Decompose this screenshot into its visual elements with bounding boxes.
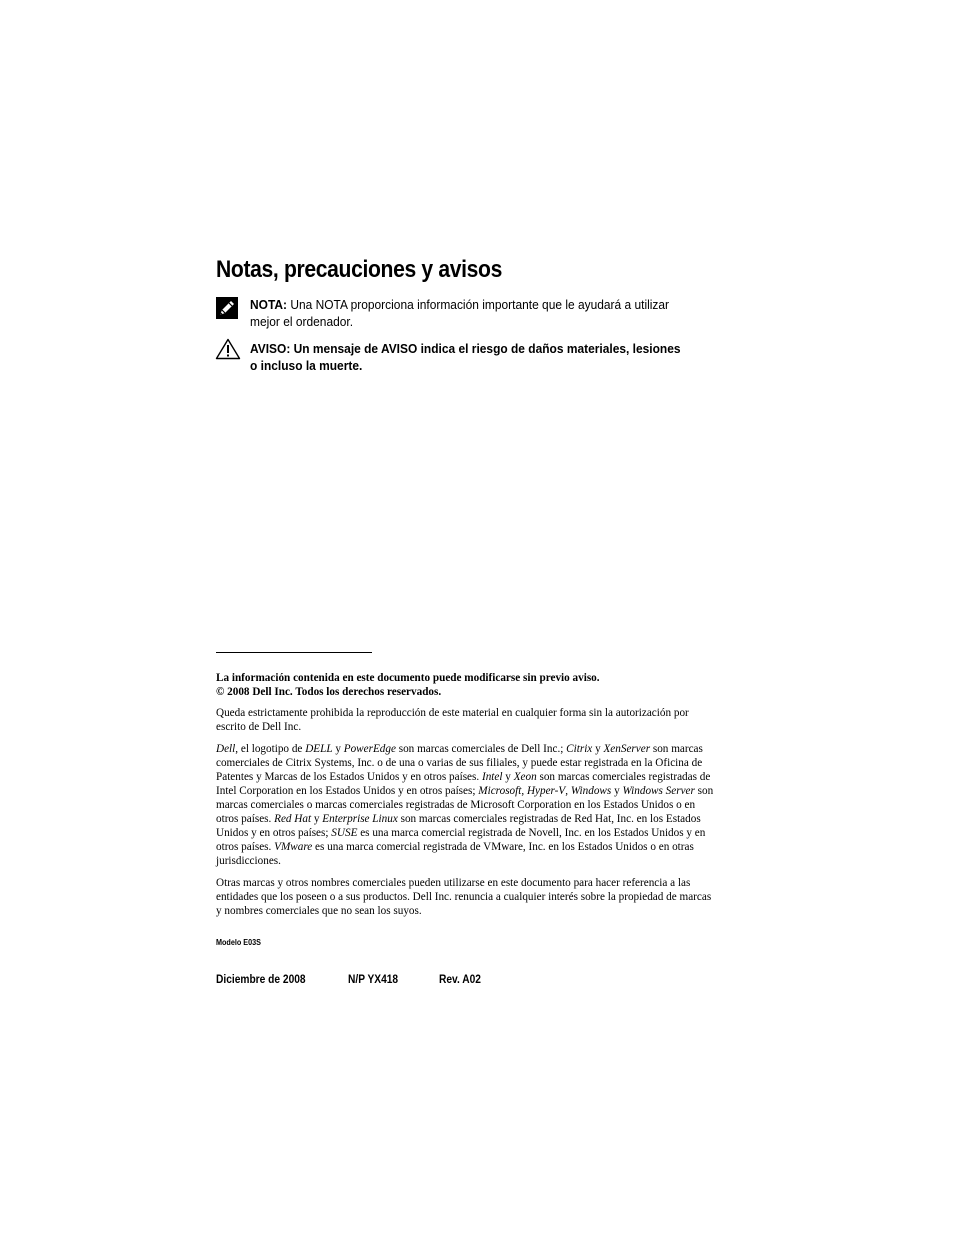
reproduction-text: Queda estrictamente prohibida la reproducción de este material en cualquier forma sin la autorización por escrito de Dell Inc.	[216, 707, 689, 733]
trademark-text-run: ,	[565, 785, 571, 797]
trademark-name: Intel	[481, 771, 503, 783]
trademark-name: Windows Server	[622, 785, 695, 797]
note-notice	[216, 296, 716, 336]
reproduction-notice	[216, 706, 716, 734]
trademark-text-run: son marcas comerciales o marcas comerciales registradas de Microsoft Corporation en los Estados Unidos o en otros países.	[216, 785, 714, 825]
trademark-name: Xeon	[513, 771, 537, 783]
footer-date: Diciembre de 2008	[216, 972, 306, 986]
trademark-text-run: son marcas comerciales registradas de Intel Corporation en los Estados Unidos y en otros países;	[216, 771, 711, 797]
trademark-name: Microsoft	[478, 785, 522, 797]
trademark-name: Dell	[216, 743, 236, 755]
trademark-text-run: son marcas comerciales de Citrix Systems, Inc. o de una o varias de sus filiales, y puede estar registrada en la Oficina de Patentes y Marcas de los Estados Unidos y en otros países.	[216, 743, 703, 783]
copyright-line: © 2008 Dell Inc. Todos los derechos reservados.	[216, 686, 442, 698]
warning-triangle-icon	[215, 338, 241, 360]
trademarks-text	[216, 742, 716, 868]
warning-notice	[216, 340, 716, 380]
trademark-name: Red Hat	[274, 813, 312, 825]
page-title: Notas, precauciones y avisos	[216, 256, 502, 283]
trademark-name: PowerEdge	[343, 743, 396, 755]
trademarks-paragraph	[216, 742, 716, 868]
warning-text-line1: Un mensaje de AVISO indica el riesgo de daños materiales, lesiones	[293, 341, 681, 356]
legal-notice-bold	[216, 671, 716, 699]
other-marks-paragraph	[216, 876, 716, 918]
trademark-text-run: son marcas comerciales de Dell Inc.;	[395, 743, 567, 755]
trademark-text-run: y	[502, 771, 514, 783]
note-text-line2: mejor el ordenador.	[250, 314, 354, 329]
pencil-note-icon	[216, 297, 238, 319]
trademark-name: Hyper-V	[526, 785, 566, 797]
trademark-name: Windows	[570, 785, 612, 797]
trademark-text-run: y	[592, 743, 604, 755]
footer-revision: Rev. A02	[439, 972, 481, 986]
trademark-text-run: ,	[521, 785, 527, 797]
warning-text-line2: o incluso la muerte.	[250, 358, 363, 373]
model-number: Modelo E03S	[216, 937, 261, 947]
trademark-text-run: son marcas comerciales registradas de Red Hat, Inc. en los Estados Unidos y en otros países;	[216, 813, 701, 839]
trademark-name: DELL	[305, 743, 333, 755]
legal-change-notice: La información contenida en este documento puede modificarse sin previo aviso.	[216, 672, 600, 684]
note-text-line1: Una NOTA proporciona información importante que le ayudará a utilizar	[290, 297, 670, 312]
other-marks-text: Otras marcas y otros nombres comerciales pueden utilizarse en este documento para hacer referencia a las entidades que los poseen o a sus productos. Dell Inc. renuncia a cualquier interés sobre la propiedad de marcas y nombres comerciales que no sean los suyos.	[216, 877, 712, 917]
trademark-text-run: , el logotipo de	[235, 743, 306, 755]
trademark-text-run: es una marca comercial registrada de VMware, Inc. en los Estados Unidos o en otras jurisdicciones.	[216, 841, 694, 867]
footer-part-number: N/P YX418	[348, 972, 399, 986]
warning-label: AVISO:	[250, 341, 291, 356]
trademark-name: XenServer	[603, 743, 651, 755]
trademark-name: SUSE	[331, 827, 358, 839]
trademark-text-run: y	[332, 743, 344, 755]
trademark-name: VMware	[274, 841, 313, 853]
note-label: NOTA:	[250, 297, 287, 312]
trademark-name: Enterprise Linux	[322, 813, 398, 825]
trademark-text-run: y	[611, 785, 623, 797]
trademark-text-run: y	[311, 813, 323, 825]
trademark-name: Citrix	[566, 743, 593, 755]
footnote-divider	[216, 652, 372, 653]
trademark-text-run: es una marca comercial registrada de Novell, Inc. en los Estados Unidos y en otros países.	[216, 827, 706, 853]
